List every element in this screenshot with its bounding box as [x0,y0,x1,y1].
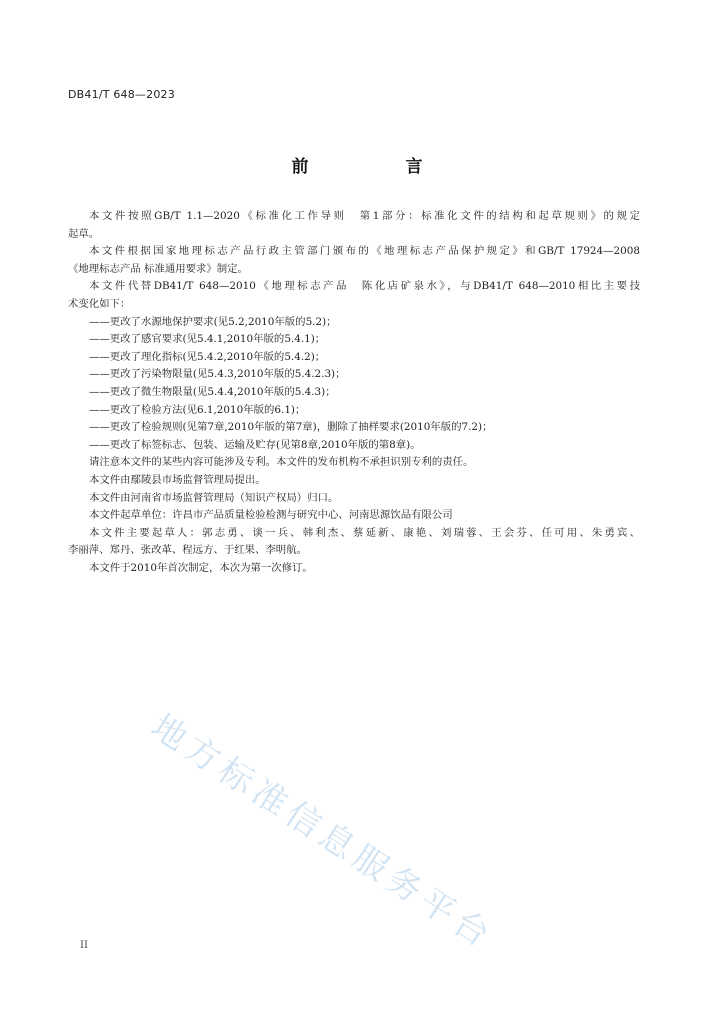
text-line: 本文件起草单位：许昌市产品质量检验检测与研究中心、河南思源饮品有限公司 [89,509,453,522]
text-line: ——更改了污染物限量(见5.4.3,2010年版的5.4.2.3)； [89,368,346,381]
text-line: 本文件根据国家地理标志产品行政主管部门颁布的《地理标志产品保护规定》和GB/T 17924—2008 [89,245,640,258]
text-line: ——更改了感官要求(见5.4.1,2010年版的5.4.1)； [89,333,326,346]
text-line: 本文件于2010年首次制定，本次为第一次修订。 [89,561,313,574]
text-line: ——更改了理化指标(见5.4.2,2010年版的5.4.2)； [89,350,326,363]
text-line: ——更改了检验规则(见第7章,2010年版的第7章)，删除了抽样要求(2010年版的7.2)； [89,421,493,434]
text-line: 本文件代替DB41/T 648—2010《地理标志产品 陈化店矿泉水》，与DB41/T 648—2010相比主要技 [89,280,640,293]
text-line: ——更改了微生物限量(见5.4.4,2010年版的5.4.3)； [89,385,336,398]
text-line: 术变化如下： [68,297,131,310]
text-line: 起草。 [68,227,100,240]
page-number: II [80,940,88,951]
text-line: 李丽萍、郑丹、张改革、程远方、于红果、李明航。 [68,544,307,557]
text-line: 本文件由鄢陵县市场监督管理局提出。 [89,473,266,486]
foreword-body [68,208,640,577]
text-line: ——更改了检验方法(见6.1,2010年版的6.1)； [89,403,306,416]
page-title: 前 言 [291,157,463,177]
text-line: 请注意本文件的某些内容可能涉及专利。本文件的发布机构不承担识别专利的责任。 [89,456,474,469]
text-line: 本文件按照GB/T 1.1—2020《标准化工作导则 第1部分：标准化文件的结构和起草规则》的规定 [89,210,640,222]
text-line: ——更改了标签标志、包装、运输及贮存(见第8章,2010年版的第8章)。 [89,438,421,451]
text-line: 本文件主要起草人：郭志勇、谈一兵、韩利杰、蔡延新、康艳、刘瑞蓉、王会芬、任可用、朱勇宾、 [89,526,640,539]
text-line: 《地理标志产品 标准通用要求》制定。 [68,262,248,275]
document-id: DB41/T 648—2023 [68,88,175,101]
watermark: 地方标准信息服务平台 [143,706,502,959]
text-line: 本文件由河南省市场监督管理局（知识产权局）归口。 [89,491,339,504]
text-line: ——更改了水源地保护要求(见5.2,2010年版的5.2)； [89,315,337,328]
